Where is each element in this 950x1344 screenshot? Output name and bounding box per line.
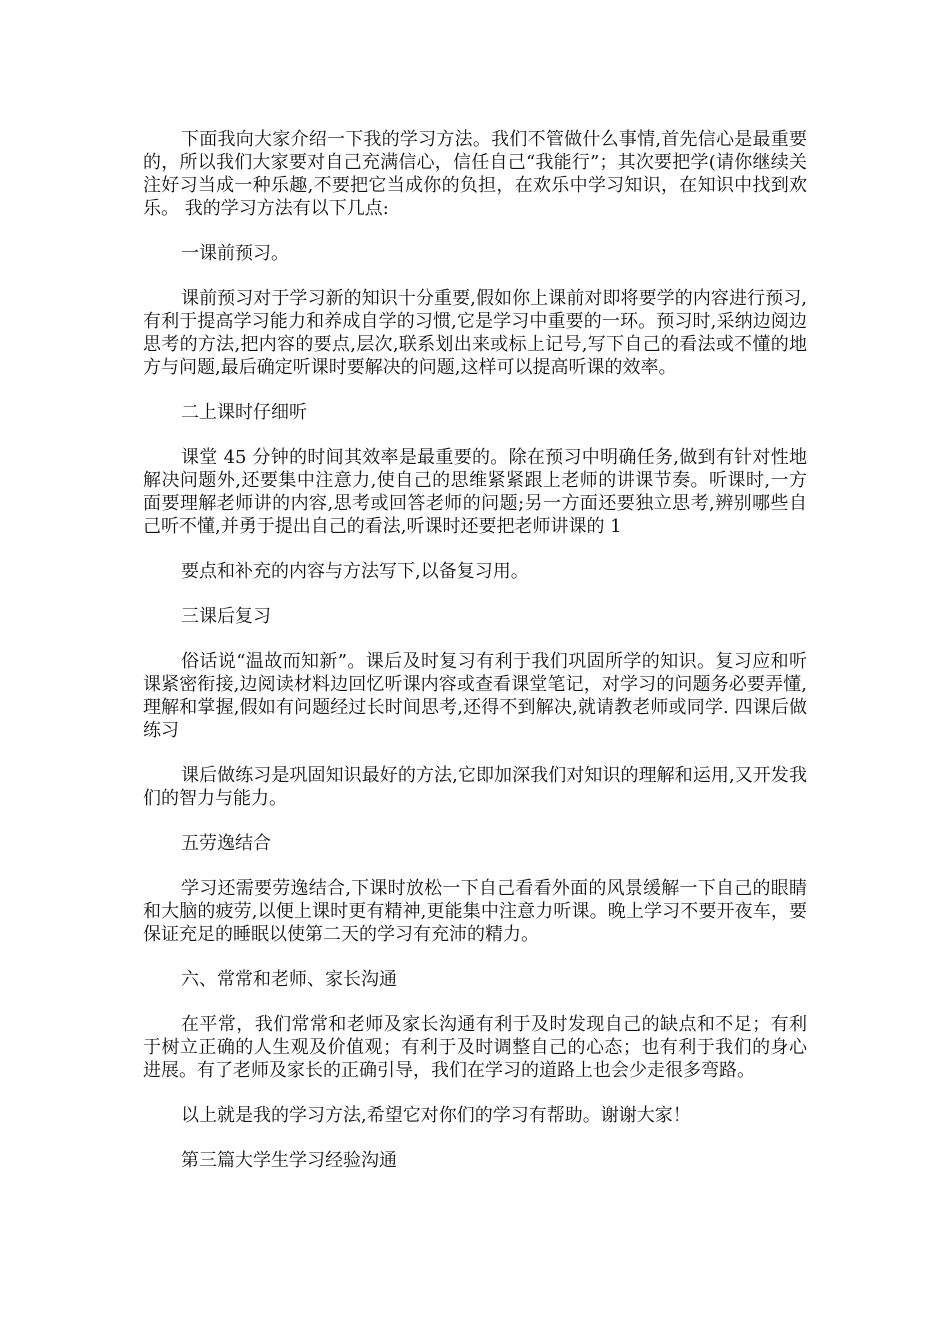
document-body [143,128,807,1194]
paragraph-preview: 课前预习对于学习新的知识十分重要,假如你上课前对即将要学的内容进行预习,有利于提高学习能力和养成自学的习惯,它是学习中重要的一环。预习时,采纳边阅边思考的方法,把内容的要点,层次,联系划出来或标上记号,写下自己的看法或不懂的地方与问题,最后确定听课时要解决的问题,这样可以提高听课的效率。 [143,288,807,378]
paragraph-closing: 以上就是我的学习方法,希望它对你们的学习有帮助。谢谢大家！ [181,1105,691,1126]
paragraph-listen: 课堂 45 分钟的时间其效率是最重要的。除在预习中明确任务,做到有针对性地解决问题外,还要集中注意力,使自己的思维紧紧跟上老师的讲课节奏。听课时,一方面要理解老师讲的内容,思考或回答老师的问题;另一方面还要独立思考,辨别哪些自己听不懂,并勇于提出自己的看法,听课时还要把老师讲课的 1 [143,447,807,537]
paragraph-balance: 学习还需要劳逸结合,下课时放松一下自己看看外面的风景缓解一下自己的眼睛和大脑的疲劳,以便上课时更有精神,更能集中注意力听课。晚上学习不要开夜车，要保证充足的睡眠以使第二天的学习有充沛的精力。 [143,878,807,945]
paragraph-intro: 下面我向大家介绍一下我的学习方法。我们不管做什么事情,首先信心是最重要的，所以我们大家要对自己充满信心，信任自己“我能行”；其次要把学(请你继续关注好习当成一种乐趣,不要把它当成你的负担，在欢乐中学习知识，在知识中找到欢乐。 我的学习方法有以下几点: [143,129,807,219]
paragraph-exercise: 课后做练习是巩固知识最好的方法,它即加深我们对知识的理解和运用,又开发我们的智力与能力。 [143,765,807,809]
paragraph-review: 俗话说“温故而知新”。课后及时复习有利于我们巩固所学的知识。复习应和听课紧密衔接,边阅读材料边回忆听课内容或查看课堂笔记，对学习的问题务必要弄懂,理解和掌握,假如有问题经过长时间思考,还得不到解决,就请教老师或同学. 四课后做练习 [143,651,807,741]
paragraph-listen-continued: 要点和补充的内容与方法写下,以备复习用。 [181,561,529,582]
paragraph-communicate: 在平常，我们常常和老师及家长沟通有利于及时发现自己的缺点和不足；有利于树立正确的人生观及价值观；有利于及时调整自己的心态；也有利于我们的身心进展。有了老师及家长的正确引导，我们在学习的道路上也会少走很多弯路。 [143,1014,807,1081]
section-heading-listen: 二上课时仔细听 [181,402,307,423]
section-heading-part-three: 第三篇大学生学习经验沟通 [181,1150,397,1171]
section-heading-review: 三课后复习 [181,606,271,627]
section-heading-communicate: 六、常常和老师、家长沟通 [181,969,397,990]
section-heading-preview: 一课前预习。 [181,243,289,264]
section-heading-balance: 五劳逸结合 [181,833,271,854]
